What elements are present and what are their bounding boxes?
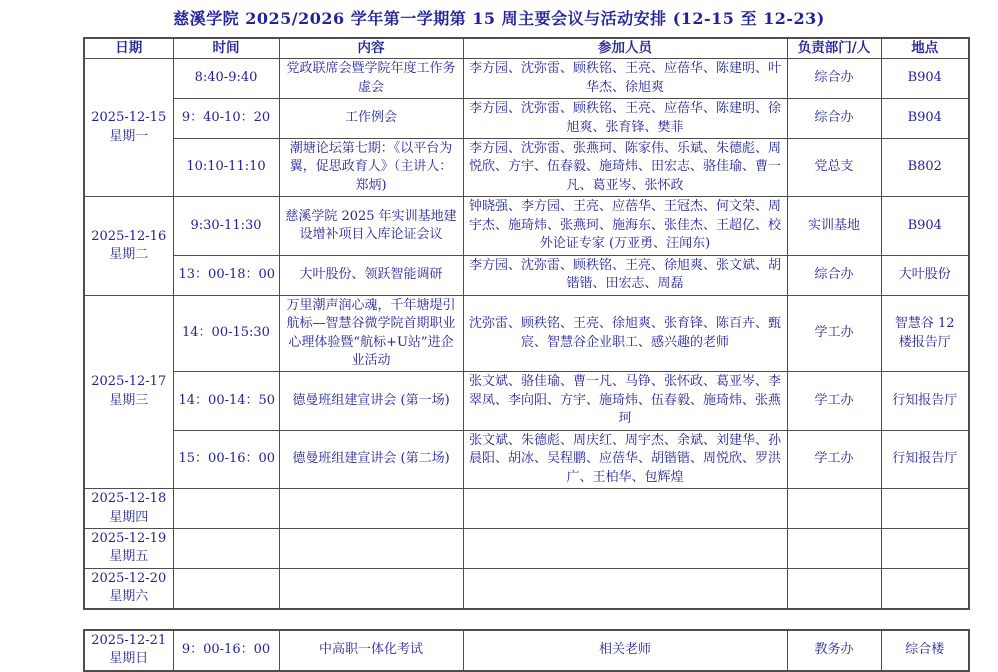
weekday-text: 星期二 — [109, 246, 149, 262]
content-cell: 工作例会 — [279, 99, 463, 139]
col-header-location: 地点 — [881, 38, 969, 59]
content-cell: 慈溪学院 2025 年实训基地建设增补项目入库论证会议 — [279, 197, 463, 255]
dept-cell — [787, 489, 881, 529]
table-row — [84, 197, 969, 255]
location-cell: 大叶股份 — [881, 255, 969, 295]
date-text: 2025-12-17 — [91, 374, 167, 390]
dept-cell — [787, 529, 881, 569]
content-cell — [279, 568, 463, 608]
participants-cell: 李方园、沈弥雷、张燕珂、陈家伟、乐斌、朱德彪、周悦欣、方宇、伍春毅、施琦炜、田宏志、骆佳瑜、曹一凡、葛亚岑、张怀政 — [463, 138, 787, 196]
table-row — [84, 295, 969, 372]
dept-cell: 实训基地 — [787, 197, 881, 255]
weekday-text: 星期日 — [109, 651, 149, 667]
col-header-time: 时间 — [173, 38, 279, 59]
weekday-text: 星期三 — [109, 392, 149, 408]
dept-cell: 综合办 — [787, 255, 881, 295]
location-cell: B904 — [881, 59, 969, 99]
content-cell: 党政联席会暨学院年度工作务虚会 — [279, 59, 463, 99]
participants-cell: 相关老师 — [463, 630, 787, 671]
table-row — [84, 430, 969, 488]
weekday-text: 星期五 — [109, 549, 149, 565]
weekday-text: 星期一 — [109, 128, 149, 144]
table-row — [84, 372, 969, 430]
weekday-text: 星期六 — [109, 589, 149, 605]
location-cell: 智慧谷 12 楼报告厅 — [881, 295, 969, 372]
date-cell — [84, 489, 173, 529]
dept-cell: 综合办 — [787, 99, 881, 139]
location-cell: B904 — [881, 197, 969, 255]
date-text: 2025-12-15 — [91, 110, 167, 126]
participants-cell: 张文斌、骆佳瑜、曹一凡、马铮、张怀政、葛亚岑、李翠凤、李向阳、方宇、施琦炜、伍春毅、施琦炜、张燕珂 — [463, 372, 787, 430]
table-row — [84, 138, 969, 196]
date-text: 2025-12-18 — [91, 491, 167, 507]
table-row — [84, 489, 969, 529]
col-header-content: 内容 — [279, 38, 463, 59]
date-cell — [84, 568, 173, 608]
time-cell — [173, 529, 279, 569]
header-row — [84, 38, 969, 59]
date-text: 2025-12-20 — [91, 570, 167, 586]
schedule-table-main — [83, 37, 970, 610]
date-cell — [84, 197, 173, 295]
dept-cell: 学工办 — [787, 295, 881, 372]
dept-cell: 学工办 — [787, 430, 881, 488]
content-cell — [279, 489, 463, 529]
time-cell: 13：00-18：00 — [173, 255, 279, 295]
date-cell — [84, 529, 173, 569]
dept-cell: 学工办 — [787, 372, 881, 430]
col-header-participants: 参加人员 — [463, 38, 787, 59]
date-text: 2025-12-21 — [91, 632, 167, 648]
page-title: 慈溪学院 2025/2026 学年第一学期第 15 周主要会议与活动安排 (12-15 至 12-23) — [173, 9, 825, 28]
content-cell: 潮塘论坛第七期：《以平台为翼，促思政育人》（主讲人：郑炳) — [279, 138, 463, 196]
date-text: 2025-12-16 — [91, 228, 167, 244]
time-cell: 9:30-11:30 — [173, 197, 279, 255]
date-cell — [84, 630, 173, 671]
participants-cell: 李方园、沈弥雷、顾秩铭、王亮、徐旭爽、张文斌、胡锴锴、田宏志、周磊 — [463, 255, 787, 295]
location-cell — [881, 568, 969, 608]
content-cell: 中高职一体化考试 — [279, 630, 463, 671]
location-cell: B904 — [881, 99, 969, 139]
dept-cell: 党总支 — [787, 138, 881, 196]
table-row — [84, 529, 969, 569]
weekday-text: 星期四 — [109, 509, 149, 525]
schedule-table-extra — [83, 629, 970, 672]
location-cell — [881, 529, 969, 569]
date-cell — [84, 59, 173, 197]
participants-cell — [463, 489, 787, 529]
table-row — [84, 59, 969, 99]
time-cell: 10:10-11:10 — [173, 138, 279, 196]
content-cell: 德曼班组建宣讲会 (第一场) — [279, 372, 463, 430]
participants-cell: 李方园、沈弥雷、顾秩铭、王亮、应蓓华、陈建明、叶华杰、徐旭爽 — [463, 59, 787, 99]
time-cell: 15：00-16：00 — [173, 430, 279, 488]
col-header-dept: 负责部门/人 — [787, 38, 881, 59]
table-row — [84, 568, 969, 608]
date-text: 2025-12-19 — [91, 531, 167, 547]
participants-cell: 沈弥雷、顾秩铭、王亮、徐旭爽、张育锋、陈百卉、甄宸、智慧谷企业职工、感兴趣的老师 — [463, 295, 787, 372]
table-row — [84, 255, 969, 295]
time-cell: 9：00-16：00 — [173, 630, 279, 671]
content-cell: 德曼班组建宣讲会 (第二场) — [279, 430, 463, 488]
location-cell: 综合楼 — [881, 630, 969, 671]
content-cell: 万里潮声润心魂，千年塘堤引航标—智慧谷微学院首期职业心理体验暨“航标+U站”进企业活动 — [279, 295, 463, 372]
participants-cell: 钟晓强、李方园、王亮、应蓓华、王冠杰、何文荣、周宇杰、施琦炜、张燕珂、施海东、张佳杰、王超亿、校外论证专家 (万亚勇、汪闻东) — [463, 197, 787, 255]
dept-cell — [787, 568, 881, 608]
time-cell: 8:40-9:40 — [173, 59, 279, 99]
time-cell — [173, 568, 279, 608]
location-cell — [881, 489, 969, 529]
location-cell: 行知报告厅 — [881, 372, 969, 430]
time-cell: 14：00-15:30 — [173, 295, 279, 372]
col-header-date: 日期 — [84, 38, 173, 59]
table-row — [84, 99, 969, 139]
participants-cell: 张文斌、朱德彪、周庆红、周宇杰、余斌、刘建华、孙晨阳、胡冰、吴程鹏、应蓓华、胡锴锴、周悦欣、罗洪广、王柏华、包辉煌 — [463, 430, 787, 488]
date-cell — [84, 295, 173, 489]
table-row — [84, 630, 969, 671]
time-cell: 9：40-10：20 — [173, 99, 279, 139]
schedule-page — [0, 6, 998, 667]
participants-cell — [463, 529, 787, 569]
location-cell: 行知报告厅 — [881, 430, 969, 488]
dept-cell: 教务办 — [787, 630, 881, 671]
content-cell — [279, 529, 463, 569]
time-cell — [173, 489, 279, 529]
participants-cell — [463, 568, 787, 608]
participants-cell: 李方园、沈弥雷、顾秩铭、王亮、应蓓华、陈建明、徐旭爽、张育锋、樊菲 — [463, 99, 787, 139]
time-cell: 14：00-14：50 — [173, 372, 279, 430]
content-cell: 大叶股份、领跃智能调研 — [279, 255, 463, 295]
location-cell: B802 — [881, 138, 969, 196]
dept-cell: 综合办 — [787, 59, 881, 99]
